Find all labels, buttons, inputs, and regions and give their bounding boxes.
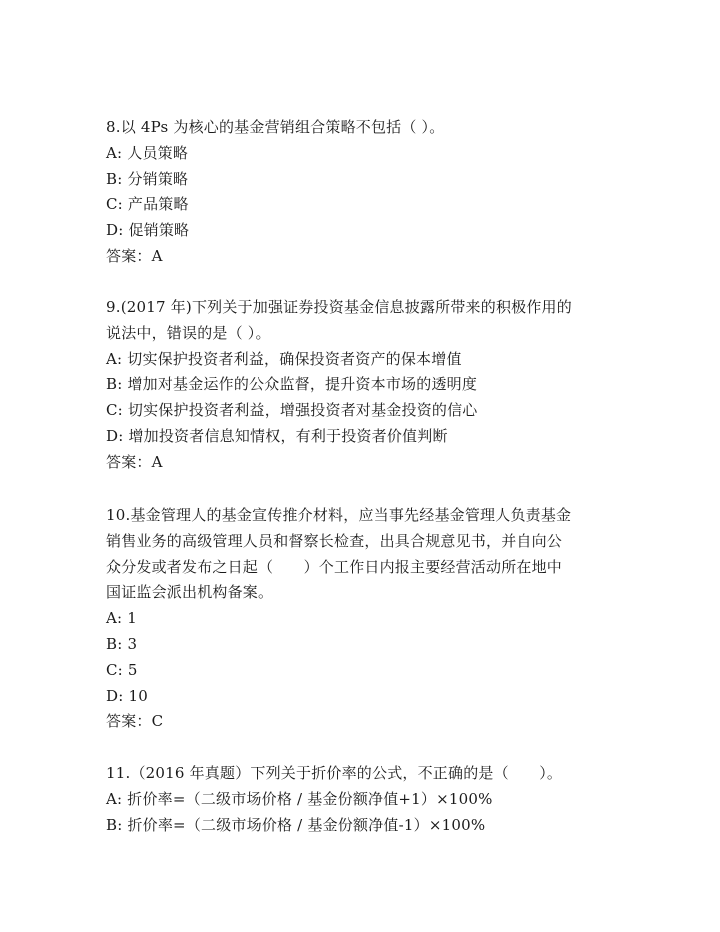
question-stem: 说法中，错误的是（ ）。 [106,323,271,342]
answer: 答案：A [106,246,163,265]
question-stem: 众分发或者发布之日起（ ）个工作日内报主要经营活动所在地中 [106,557,563,576]
answer: 答案：C [106,712,164,731]
option-a: A: 人员策略 [106,143,189,162]
option-d: D: 促销策略 [106,221,190,240]
question-11 [106,761,626,838]
option-b: B: 分销策略 [106,169,189,188]
option-a: A: 1 [106,609,137,628]
option-c: C: 切实保护投资者利益，增强投资者对基金投资的信心 [106,401,478,420]
option-b: B: 3 [106,634,138,653]
option-d: D: 增加投资者信息知情权，有利于投资者价值判断 [106,426,448,445]
question-8 [106,115,626,270]
question-stem: 8.以 4Ps 为核心的基金营销组合策略不包括（ ）。 [106,118,445,136]
option-d: D: 10 [106,686,148,705]
question-stem: 10.基金管理人的基金宣传推介材料，应当事先经基金管理人负责基金 [106,506,572,524]
option-c: C: 5 [106,660,138,679]
option-a: A: 切实保护投资者利益，确保投资者资产的保本增值 [106,349,462,368]
question-stem: 国证监会派出机构备案。 [106,583,274,602]
question-stem: 销售业务的高级管理人员和督察长检查，出具合规意见书，并自向公 [106,531,563,550]
question-10 [106,503,626,735]
option-a: A: 折价率=（二级市场价格 / 基金份额净值+1）×100% [106,789,493,808]
option-b: B: 折价率=（二级市场价格 / 基金份额净值-1）×100% [106,815,486,834]
answer: 答案：A [106,452,163,471]
option-c: C: 产品策略 [106,195,189,214]
question-stem: 9.(2017 年)下列关于加强证券投资基金信息披露所带来的积极作用的 [106,298,572,316]
option-b: B: 增加对基金运作的公众监督，提升资本市场的透明度 [106,375,478,394]
question-9 [106,295,626,476]
question-stem: 11.（2016 年真题）下列关于折价率的公式，不正确的是（ ）。 [106,764,563,782]
